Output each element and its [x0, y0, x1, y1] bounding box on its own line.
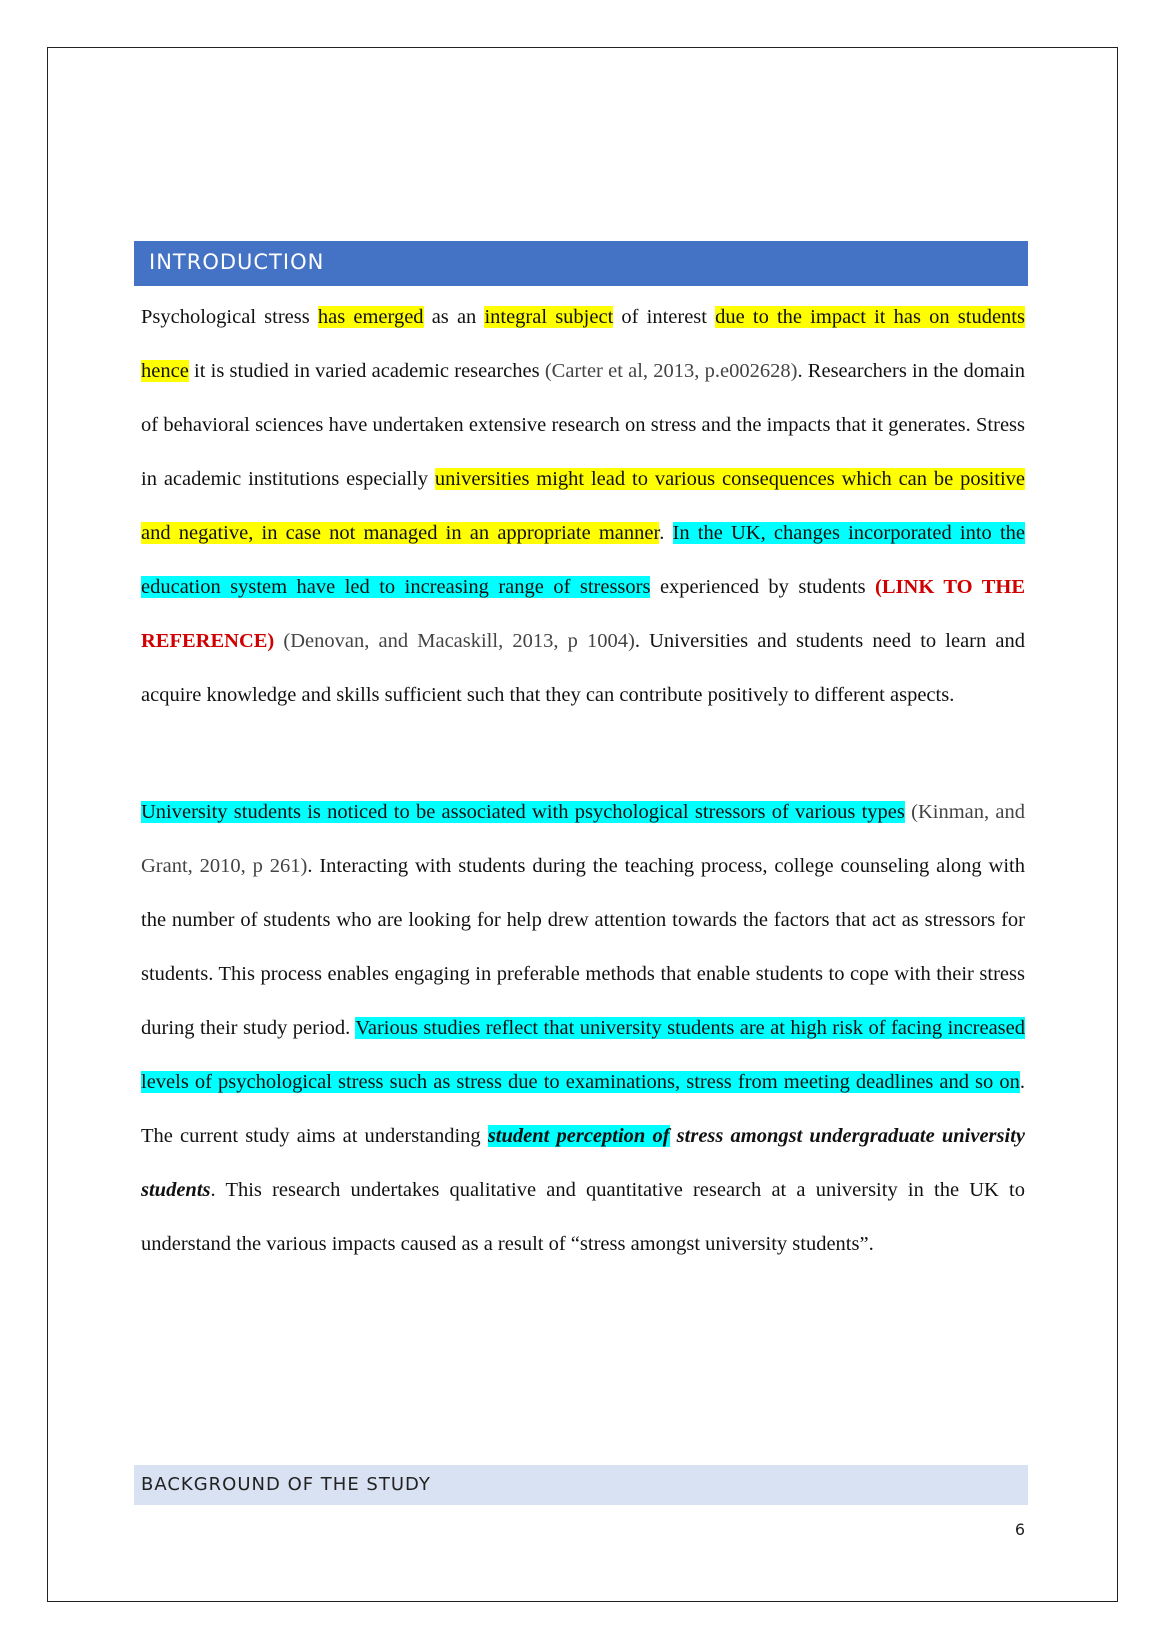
text-run: . Universities and students need to learn and acquire knowledge and skills sufficient such that they can contribute positively to different aspects.	[141, 630, 1026, 706]
highlight-yellow: has emerged	[317, 306, 424, 328]
citation: (Carter et al, 2013, p.e002628)	[544, 360, 798, 382]
text-run: it is studied in varied academic researches	[188, 360, 545, 382]
text-run: . Researchers in the domain of behavioral sciences have undertaken extensive research on stress and the impacts that it generates. Stress in academic institutions especially	[141, 360, 1025, 490]
highlight-cyan: Various studies reflect that university students are at high risk of facing increased levels of psychological stress such as stress due to examinations, stress from meeting deadlines and so on	[141, 1017, 1025, 1093]
paragraph-2	[141, 785, 1025, 1271]
highlight-yellow: integral subject	[484, 306, 614, 328]
text-run: of interest	[613, 306, 716, 328]
text-run: experienced by students	[650, 576, 876, 598]
highlight-yellow: due to the impact it has on students hence	[141, 306, 1025, 382]
citation: (Kinman, and Grant, 2010, p 261)	[141, 801, 1025, 877]
text-run: Psychological stress	[141, 306, 318, 328]
text-run: . This research undertakes qualitative and quantitative research at a university in the UK to understand the various impacts caused as a result of “stress amongst university students”.	[141, 1179, 1025, 1255]
text-run: . Interacting with students during the teaching process, college counseling along with the number of students who are looking for help drew attention towards the factors that act as stressors for students. This process enables engaging in preferable methods that enable students to cope with their stress during their study period.	[141, 855, 1025, 1039]
page-number: 6	[1014, 1520, 1025, 1539]
link-to-reference-note: (LINK TO THE REFERENCE)	[141, 576, 1025, 652]
paragraph-1	[141, 290, 1025, 722]
text-run: .	[659, 522, 673, 544]
citation: (Denovan, and Macaskill, 2013, p 1004)	[283, 630, 635, 652]
highlight-cyan-emphasis: student perception of	[487, 1125, 670, 1147]
text-run: . The current study aims at understanding	[141, 1071, 1025, 1147]
heading-background-of-the-study: BACKGROUND OF THE STUDY	[134, 1465, 1028, 1505]
emphasis: stress amongst undergraduate university students	[141, 1125, 1026, 1201]
highlight-cyan: In the UK, changes incorporated into the education system have led to increasing range of stressors	[141, 522, 1026, 598]
heading-introduction: INTRODUCTION	[134, 241, 1028, 286]
highlight-cyan: University students is noticed to be associated with psychological stressors of various types	[141, 801, 905, 823]
text-run: as an	[423, 306, 485, 328]
highlight-yellow: universities might lead to various consequences which can be positive and negative, in case not managed in an appropriate manner	[141, 468, 1026, 544]
